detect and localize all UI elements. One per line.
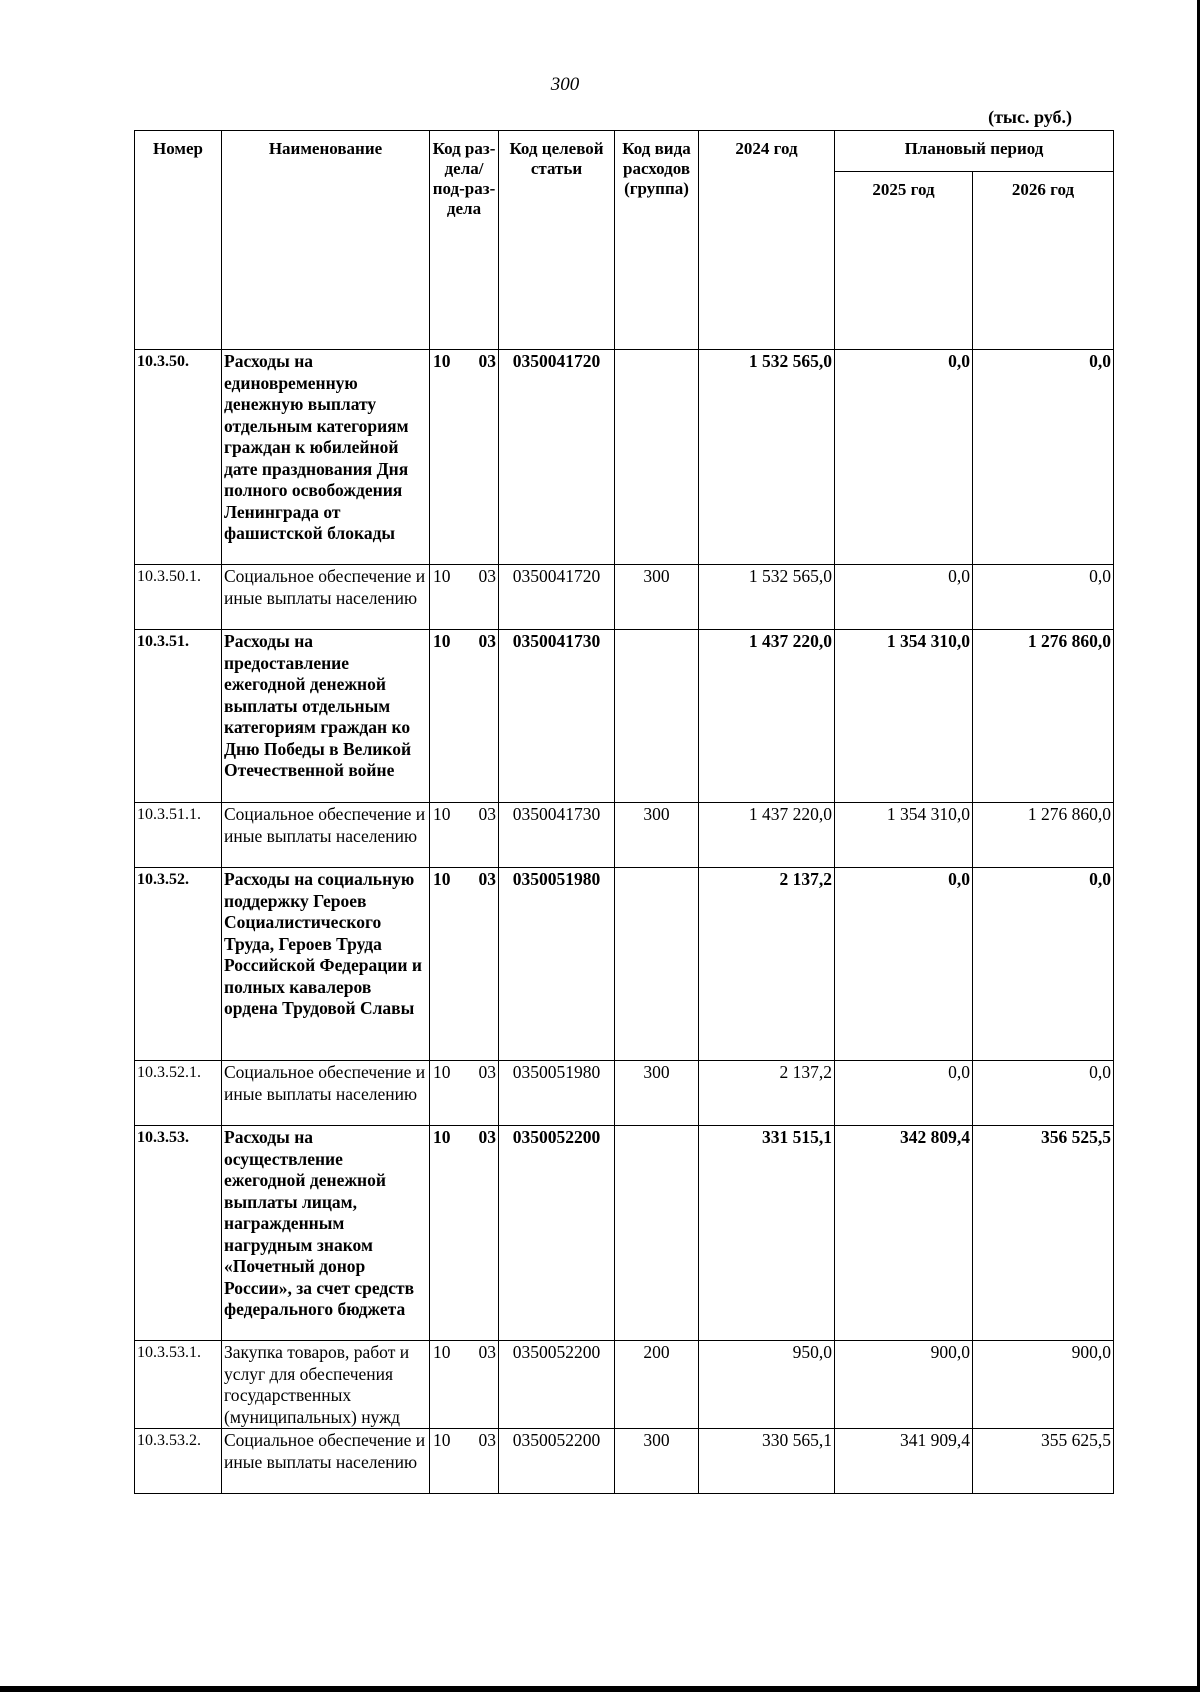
row-value-2025: 1 354 310,0 [835,630,973,803]
table-body [135,350,1114,1494]
row-subsection: 03 [478,804,496,824]
row-value-2024: 330 565,1 [699,1429,835,1494]
row-section: 10 [433,1127,451,1147]
row-value-2025: 0,0 [835,565,973,630]
header-section: Код раз-дела/ под-раз-дела [430,131,499,350]
row-name: Социальное обеспечение и иные выплаты населению [222,1061,430,1126]
row-subsection: 03 [478,631,496,651]
row-value-2024: 2 137,2 [699,868,835,1061]
header-plan-period: Плановый период [835,131,1114,172]
header-target: Код целевой статьи [499,131,615,350]
row-section: 10 [433,1430,451,1450]
row-target-code: 0350052200 [499,1126,615,1341]
header-name: Наименование [222,131,430,350]
row-section: 10 [433,1342,451,1362]
row-target-code: 0350051980 [499,1061,615,1126]
row-value-2025: 1 354 310,0 [835,803,973,868]
row-subsection: 03 [478,566,496,586]
row-subsection: 03 [478,351,496,371]
row-section-cell [430,1429,499,1494]
row-section-cell [430,565,499,630]
table-row [135,1061,1114,1126]
row-expense-group: 300 [615,1061,699,1126]
row-expense-group [615,868,699,1061]
budget-table [134,130,1114,1494]
header-number: Номер [135,131,222,350]
row-target-code: 0350041720 [499,350,615,565]
row-target-code: 0350041720 [499,565,615,630]
row-name: Расходы на предоставление ежегодной денежной выплаты отдельным категориям граждан ко Дню Победы в Великой Отечественной войне [222,630,430,803]
row-expense-group [615,630,699,803]
row-value-2024: 1 437 220,0 [699,803,835,868]
row-value-2025: 0,0 [835,350,973,565]
row-section-cell [430,630,499,803]
row-value-2024: 1 532 565,0 [699,565,835,630]
page-number: 300 [550,74,580,95]
header-expense-type: Код вида расходов (группа) [615,131,699,350]
row-value-2026: 356 525,5 [973,1126,1114,1341]
row-value-2025: 900,0 [835,1341,973,1429]
row-name: Расходы на осуществление ежегодной денежной выплаты лицам, награжденным нагрудным знаком «Почетный донор России», за счет средств федерального бюджета [222,1126,430,1341]
row-section: 10 [433,869,451,889]
row-section-cell [430,1061,499,1126]
row-value-2026: 0,0 [973,350,1114,565]
row-number: 10.3.52.1. [135,1061,222,1126]
header-year-2026: 2026 год [973,172,1114,350]
row-number: 10.3.53.2. [135,1429,222,1494]
row-value-2024: 331 515,1 [699,1126,835,1341]
table-row [135,1341,1114,1429]
table-row [135,565,1114,630]
row-name: Расходы на социальную поддержку Героев Социалистического Труда, Героев Труда Российской Федерации и полных кавалеров ордена Трудовой Славы [222,868,430,1061]
row-value-2026: 0,0 [973,1061,1114,1126]
row-expense-group [615,1126,699,1341]
row-subsection: 03 [478,1342,496,1362]
row-number: 10.3.50.1. [135,565,222,630]
row-target-code: 0350041730 [499,803,615,868]
row-value-2026: 355 625,5 [973,1429,1114,1494]
units-label: (тыс. руб.) [988,107,1072,127]
row-value-2025: 0,0 [835,1061,973,1126]
row-expense-group: 200 [615,1341,699,1429]
row-section-cell [430,868,499,1061]
row-expense-group: 300 [615,1429,699,1494]
row-subsection: 03 [478,1430,496,1450]
table-row [135,1126,1114,1341]
row-value-2026: 900,0 [973,1341,1114,1429]
row-number: 10.3.52. [135,868,222,1061]
row-section-cell [430,1126,499,1341]
row-section: 10 [433,804,451,824]
row-subsection: 03 [478,1127,496,1147]
row-value-2024: 950,0 [699,1341,835,1429]
row-section-cell [430,803,499,868]
row-number: 10.3.51.1. [135,803,222,868]
row-target-code: 0350041730 [499,630,615,803]
row-number: 10.3.53. [135,1126,222,1341]
row-value-2026: 1 276 860,0 [973,803,1114,868]
row-value-2024: 2 137,2 [699,1061,835,1126]
table-row [135,803,1114,868]
row-section-cell [430,350,499,565]
row-value-2025: 342 809,4 [835,1126,973,1341]
row-number: 10.3.51. [135,630,222,803]
header-year-2024: 2024 год [699,131,835,350]
row-value-2026: 0,0 [973,868,1114,1061]
row-number: 10.3.50. [135,350,222,565]
row-value-2025: 0,0 [835,868,973,1061]
table-row [135,630,1114,803]
row-expense-group: 300 [615,565,699,630]
row-target-code: 0350051980 [499,868,615,1061]
row-section-cell [430,1341,499,1429]
row-expense-group [615,350,699,565]
row-value-2026: 0,0 [973,565,1114,630]
row-subsection: 03 [478,869,496,889]
table-row [135,868,1114,1061]
row-value-2024: 1 437 220,0 [699,630,835,803]
row-section: 10 [433,351,451,371]
row-section: 10 [433,1062,451,1082]
row-name: Расходы на единовременную денежную выплату отдельным категориям граждан к юбилейной дате празднования Дня полного освобождения Ленинграда от фашистской блокады [222,350,430,565]
row-number: 10.3.53.1. [135,1341,222,1429]
table-row [135,350,1114,565]
row-value-2024: 1 532 565,0 [699,350,835,565]
scan-bottom-edge [0,1686,1200,1692]
row-name: Социальное обеспечение и иные выплаты населению [222,1429,430,1494]
row-section: 10 [433,566,451,586]
row-value-2025: 341 909,4 [835,1429,973,1494]
row-section: 10 [433,631,451,651]
header-year-2025: 2025 год [835,172,973,350]
row-subsection: 03 [478,1062,496,1082]
row-name: Социальное обеспечение и иные выплаты населению [222,803,430,868]
row-expense-group: 300 [615,803,699,868]
table-row [135,1429,1114,1494]
row-value-2026: 1 276 860,0 [973,630,1114,803]
row-target-code: 0350052200 [499,1429,615,1494]
row-name: Закупка товаров, работ и услуг для обеспечения государственных (муниципальных) нужд [222,1341,430,1429]
row-target-code: 0350052200 [499,1341,615,1429]
row-name: Социальное обеспечение и иные выплаты населению [222,565,430,630]
